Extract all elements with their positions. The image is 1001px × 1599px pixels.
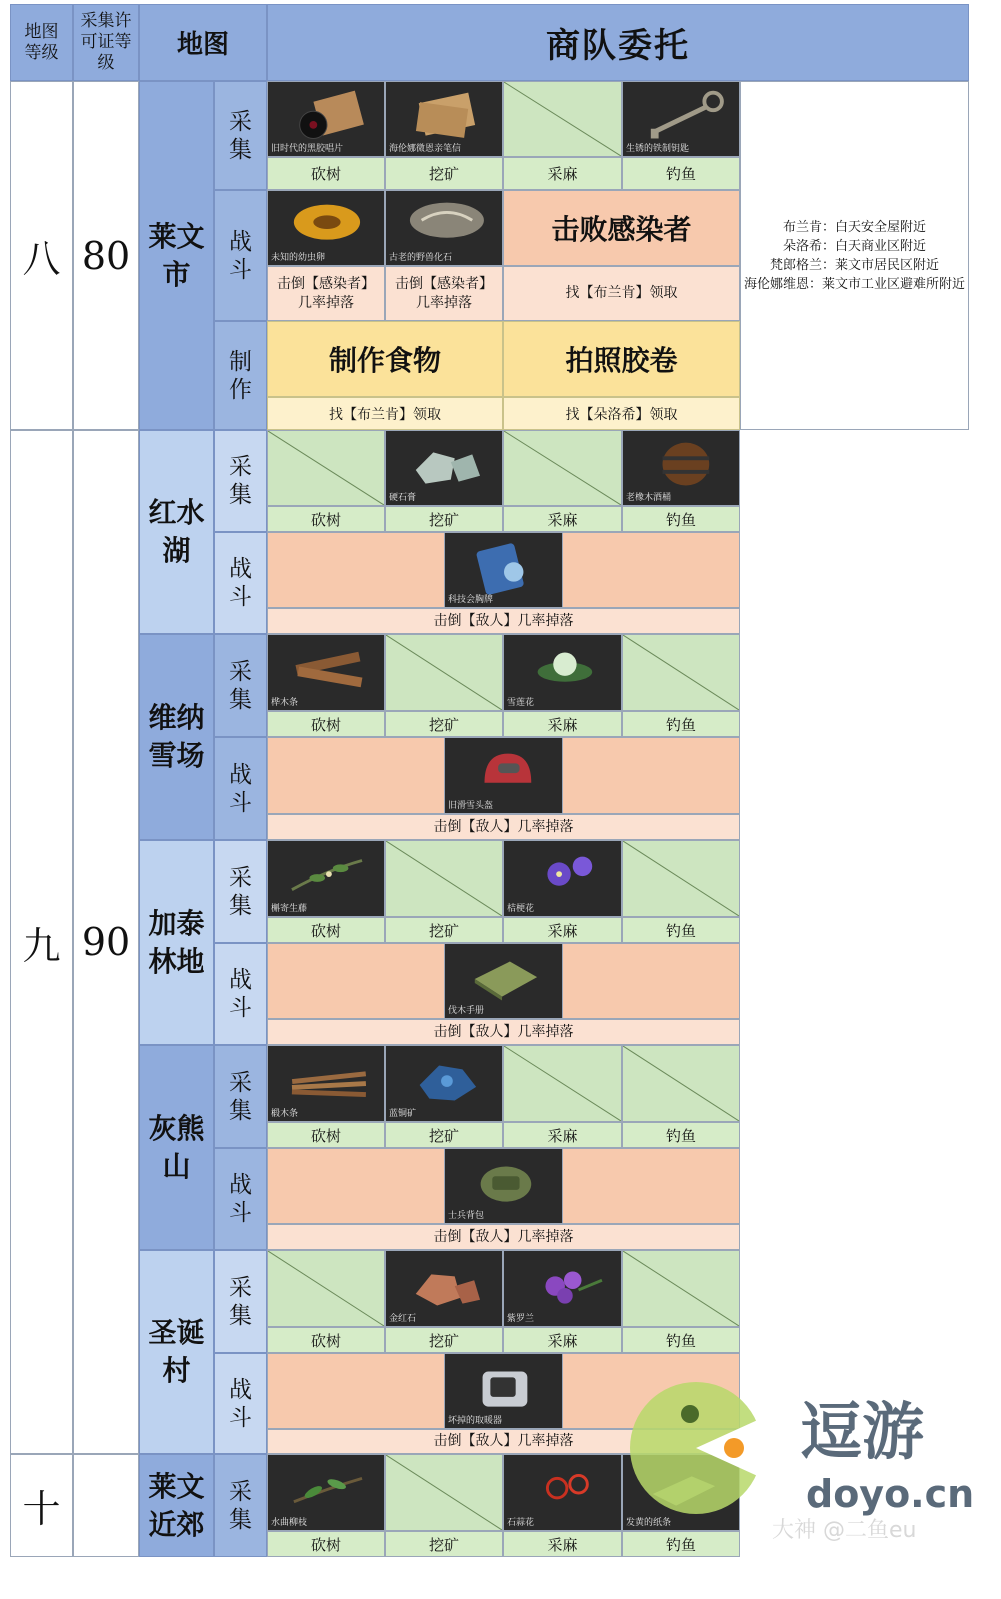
empty-cell — [622, 1250, 740, 1327]
item-caption: 未知的幼虫卵 — [271, 253, 326, 263]
cat-craft — [214, 321, 267, 430]
item-caption: 老橡木酒桶 — [626, 493, 672, 503]
empty-cell — [622, 840, 740, 917]
item-caption: 硬石膏 — [389, 493, 417, 503]
map-hongshui — [139, 430, 214, 634]
label-chop: 砍树 — [267, 1327, 385, 1353]
item-caption: 桔梗花 — [507, 904, 535, 914]
item-image — [444, 532, 563, 608]
header-map: 地图 — [139, 4, 267, 81]
cat-gather — [214, 430, 267, 532]
map-name-text: 莱文近郊 — [148, 1469, 205, 1541]
item-caption: 紫罗兰 — [507, 1314, 535, 1324]
empty-cell — [622, 1045, 740, 1122]
map-weina — [139, 634, 214, 840]
license-empty — [73, 1454, 139, 1557]
item-caption: 雪莲花 — [507, 698, 535, 708]
item-image — [444, 737, 563, 814]
label-mine: 挖矿 — [385, 1122, 503, 1148]
item-caption: 坏掉的取暖器 — [448, 1416, 503, 1426]
task-photo-film: 拍照胶卷 — [503, 321, 740, 397]
item-caption: 旧滑雪头盔 — [448, 801, 494, 811]
cat-gather — [214, 1045, 267, 1148]
license-90: 90 — [73, 430, 139, 1454]
task-make-food: 制作食物 — [267, 321, 503, 397]
cat-gather — [214, 840, 267, 943]
watermark-credit: 大神 @二鱼eu — [772, 1518, 917, 1543]
item-image — [267, 190, 385, 266]
map-name-text: 红水湖 — [148, 496, 205, 567]
label-mine: 挖矿 — [385, 917, 503, 943]
cat-text: 采集 — [229, 864, 252, 919]
label-fish: 钓鱼 — [622, 157, 740, 190]
item-image — [444, 943, 563, 1019]
item-image — [267, 634, 385, 711]
label-chop: 砍树 — [267, 506, 385, 532]
item-image — [622, 81, 740, 157]
item-image — [444, 1148, 563, 1224]
cat-text: 战斗 — [229, 228, 252, 283]
item-caption: 科技会胸牌 — [448, 595, 494, 605]
empty-cell — [503, 81, 622, 157]
item-image — [622, 430, 740, 506]
item-image — [503, 840, 622, 917]
empty-cell — [503, 430, 622, 506]
item-caption: 蓝铜矿 — [389, 1109, 417, 1119]
item-image — [385, 1250, 503, 1327]
watermark-logo-text: 逗游 — [800, 1395, 925, 1468]
label-chop: 砍树 — [267, 1122, 385, 1148]
enemy-drop-label: 击倒【敌人】几率掉落 — [267, 814, 740, 840]
task-food-find: 找【布兰肯】领取 — [267, 397, 503, 430]
item-caption: 生锈的铁制钥匙 — [626, 144, 690, 154]
label-mine: 挖矿 — [385, 157, 503, 190]
label-pick: 采麻 — [503, 711, 622, 737]
cat-gather — [214, 1454, 267, 1557]
cat-text: 采集 — [229, 454, 252, 508]
combat-drop-label — [385, 266, 503, 321]
cat-combat — [214, 190, 267, 321]
item-caption: 石蒜花 — [507, 1518, 535, 1528]
cat-combat — [214, 532, 267, 634]
item-caption: 发黄的纸条 — [626, 1518, 672, 1528]
level-9: 九 — [10, 430, 73, 1454]
map-name-text: 维纳雪场 — [148, 701, 205, 772]
label-pick: 采麻 — [503, 1122, 622, 1148]
item-image — [444, 1353, 563, 1429]
label-fish: 钓鱼 — [622, 1327, 740, 1353]
item-caption: 水曲柳枝 — [271, 1518, 308, 1528]
map-laiwen — [139, 81, 214, 430]
item-caption: 海伦娜微恩亲笔信 — [389, 144, 462, 154]
item-caption: 伐木手册 — [448, 1006, 485, 1016]
empty-cell — [267, 1250, 385, 1327]
map-laiwen-text: 莱文市 — [148, 219, 205, 291]
item-caption: 金红石 — [389, 1314, 417, 1324]
combat-drop-text: 击倒【感染者】几率掉落 — [277, 275, 375, 311]
license-80: 80 — [73, 81, 139, 430]
level-8: 八 — [10, 81, 73, 430]
label-pick: 采麻 — [503, 1531, 622, 1557]
combat-drop-text: 击倒【感染者】几率掉落 — [395, 275, 493, 311]
cat-text: 战斗 — [229, 1172, 252, 1226]
map-name-text: 加泰林地 — [148, 906, 205, 978]
cat-text: 战斗 — [229, 556, 252, 610]
label-mine: 挖矿 — [385, 1531, 503, 1557]
enemy-drop-label: 击倒【敌人】几率掉落 — [267, 1019, 740, 1045]
label-chop: 砍树 — [267, 711, 385, 737]
header-level — [10, 4, 73, 81]
empty-cell — [267, 430, 385, 506]
watermark-site: doyo.cn — [806, 1472, 975, 1516]
label-pick: 采麻 — [503, 1327, 622, 1353]
item-image — [385, 1045, 503, 1122]
cat-combat — [214, 943, 267, 1045]
task-defeat-infected: 击败感染者 — [503, 190, 740, 266]
cat-gather — [214, 81, 267, 190]
npc-locations: 布兰肯：白天安全屋附近 朵洛希：白天商业区附近 梵郎格兰：莱文市居民区附近 海伦娜维恩：莱文市工业区避难所附近 — [740, 81, 969, 430]
cat-gather — [214, 634, 267, 737]
map-name-text: 圣诞村 — [148, 1316, 205, 1387]
item-caption: 桦木条 — [271, 698, 299, 708]
level-10: 十 — [10, 1454, 73, 1557]
cat-text: 采集 — [229, 108, 252, 163]
item-caption: 旧时代的黑胶唱片 — [271, 144, 344, 154]
map-laiwenjin — [139, 1454, 214, 1557]
item-image — [385, 190, 503, 266]
empty-cell — [385, 634, 503, 711]
label-fish: 钓鱼 — [622, 711, 740, 737]
label-mine: 挖矿 — [385, 711, 503, 737]
label-pick: 采麻 — [503, 917, 622, 943]
combat-drop-label — [267, 266, 385, 321]
label-pick: 采麻 — [503, 157, 622, 190]
header-title: 商队委托 — [267, 4, 969, 81]
label-mine: 挖矿 — [385, 1327, 503, 1353]
item-image — [385, 430, 503, 506]
label-pick: 采麻 — [503, 506, 622, 532]
map-huixiong — [139, 1045, 214, 1250]
cat-text: 战斗 — [229, 967, 252, 1021]
enemy-drop-label: 击倒【敌人】几率掉落 — [267, 1224, 740, 1250]
label-fish: 钓鱼 — [622, 1122, 740, 1148]
label-chop: 砍树 — [267, 917, 385, 943]
cat-combat — [214, 1148, 267, 1250]
cat-text: 采集 — [229, 1478, 252, 1533]
label-chop: 砍树 — [267, 157, 385, 190]
cat-gather — [214, 1250, 267, 1353]
cat-text: 制作 — [229, 348, 252, 403]
item-image — [503, 1454, 622, 1531]
label-fish: 钓鱼 — [622, 917, 740, 943]
empty-cell — [385, 1454, 503, 1531]
task-film-find: 找【朵洛希】领取 — [503, 397, 740, 430]
task-defeat-find: 找【布兰肯】领取 — [503, 266, 740, 321]
empty-cell — [503, 1045, 622, 1122]
item-image — [267, 840, 385, 917]
label-chop: 砍树 — [267, 1531, 385, 1557]
cat-combat — [214, 737, 267, 840]
enemy-drop-label: 击倒【敌人】几率掉落 — [267, 608, 740, 634]
empty-cell — [385, 840, 503, 917]
label-mine: 挖矿 — [385, 506, 503, 532]
cat-text: 战斗 — [229, 1376, 252, 1431]
header-license-text: 采集许可证等级 — [80, 11, 132, 73]
cat-text: 战斗 — [229, 761, 252, 816]
item-image — [267, 81, 385, 157]
header-license — [73, 4, 139, 81]
header-level-text: 地图等级 — [24, 21, 59, 63]
cat-text: 采集 — [229, 1274, 252, 1329]
item-caption: 士兵背包 — [448, 1211, 485, 1221]
map-name-text: 灰熊山 — [148, 1111, 205, 1183]
map-shengdan — [139, 1250, 214, 1454]
item-caption: 槲寄生藤 — [271, 904, 308, 914]
item-image — [503, 1250, 622, 1327]
item-image — [385, 81, 503, 157]
doyo-logo-icon — [626, 1378, 766, 1518]
item-image — [267, 1045, 385, 1122]
empty-cell — [622, 634, 740, 711]
map-jiatai — [139, 840, 214, 1045]
cat-text: 采集 — [229, 1069, 252, 1124]
label-fish: 钓鱼 — [622, 1531, 740, 1557]
cat-text: 采集 — [229, 658, 252, 713]
item-caption: 椴木条 — [271, 1109, 299, 1119]
item-caption: 古老的野兽化石 — [389, 253, 453, 263]
enemy-drop-label: 击倒【敌人】几率掉落 — [267, 1429, 740, 1454]
item-image — [267, 1454, 385, 1531]
label-fish: 钓鱼 — [622, 506, 740, 532]
item-image — [503, 634, 622, 711]
cat-combat — [214, 1353, 267, 1454]
